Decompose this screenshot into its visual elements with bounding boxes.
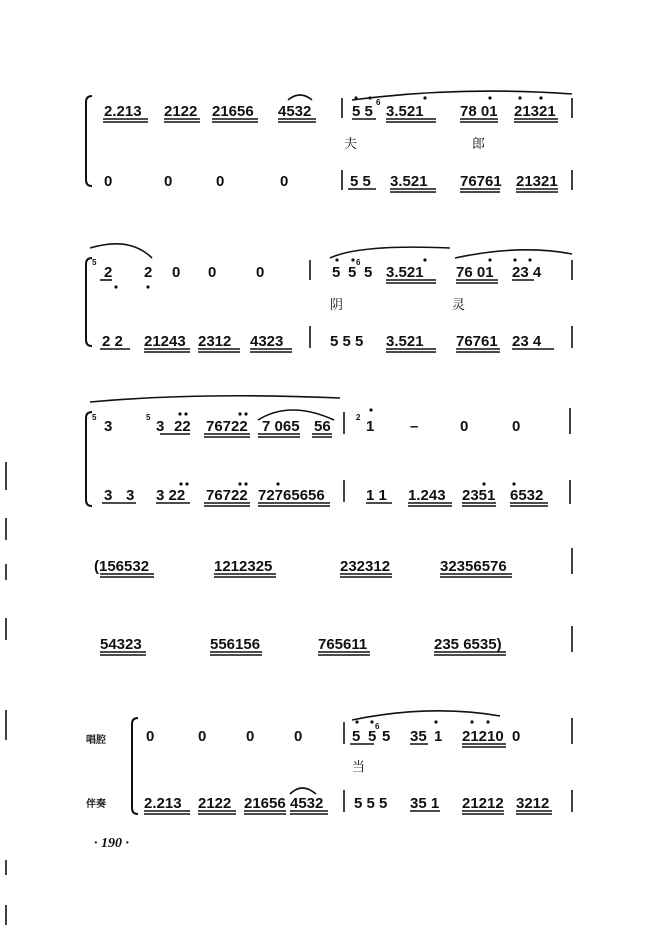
s1-accomp-2: 0: [164, 173, 173, 190]
s4-accomp-6: 35 1: [410, 795, 440, 812]
s2-voice-5: 0: [256, 264, 265, 281]
s3-voice-5: 7 065: [262, 418, 300, 435]
grace-note: 6: [376, 98, 381, 107]
s4-voice-5: 5: [352, 728, 361, 745]
s1-voice-8: 21321: [514, 103, 556, 120]
s4-voice-1: 0: [146, 728, 155, 745]
page-number: · 190 ·: [94, 836, 129, 851]
s2-voice-6: 5: [332, 264, 341, 281]
interlude-1-group-3: 232312: [340, 558, 391, 575]
s3-accomp-8: 2351: [462, 487, 496, 504]
s1-accomp-3: 0: [216, 173, 225, 190]
s3-voice-2: 3: [156, 418, 165, 435]
s2-accomp-3: 2312: [198, 333, 232, 350]
grace-note: 6: [375, 722, 380, 731]
interlude-1-group-4: 32356576: [440, 558, 507, 575]
s1-voice-5: 5 5: [352, 103, 373, 120]
lyric: 灵: [452, 298, 466, 313]
grace-note: 6: [356, 258, 361, 267]
s2-voice-4: 0: [208, 264, 217, 281]
s3-accomp-2: 3: [126, 487, 135, 504]
s1-accomp-5: 5 5: [350, 173, 371, 190]
s1-voice-3: 21656: [212, 103, 254, 120]
s4-voice-6: 5: [368, 728, 377, 745]
s4-voice-2: 0: [198, 728, 207, 745]
s1-voice-2: 2122: [164, 103, 198, 120]
lyric: 当: [352, 760, 366, 775]
s2-accomp-1: 2 2: [102, 333, 123, 350]
interlude-1-group-2: 1212325: [214, 558, 273, 575]
s2-accomp-5: 5 5 5: [330, 333, 364, 350]
s4-voice-7: 5: [382, 728, 391, 745]
lyric: 阴: [330, 298, 344, 313]
voice-part-label: 唱腔: [86, 735, 106, 746]
s1-voice-4: 4532: [278, 103, 312, 120]
s2-accomp-8: 23 4: [512, 333, 542, 350]
s4-accomp-5: 5 5 5: [354, 795, 388, 812]
s4-accomp-7: 21212: [462, 795, 504, 812]
s4-voice-8: 35: [410, 728, 427, 745]
s2-voice-7: 5: [348, 264, 357, 281]
s2-accomp-2: 21243: [144, 333, 186, 350]
s4-voice-10: 21210: [462, 728, 504, 745]
s3-accomp-1: 3: [104, 487, 113, 504]
s1-voice-6: 3.521: [386, 103, 424, 120]
octave-dots: [114, 96, 542, 723]
interlude-2-group-4: 235 6535): [434, 636, 502, 653]
s4-accomp-1: 2.213: [144, 795, 182, 812]
grace-note: 2: [356, 413, 361, 422]
s3-voice-6: 56: [314, 418, 331, 435]
s3-accomp-7: 1.243: [408, 487, 446, 504]
s2-voice-8: 5: [364, 264, 373, 281]
s4-voice-3: 0: [246, 728, 255, 745]
s4-accomp-3: 21656: [244, 795, 286, 812]
s2-voice-2: 2: [144, 264, 153, 281]
s2-accomp-7: 76761: [456, 333, 498, 350]
s4-accomp-8: 3212: [516, 795, 550, 812]
s3-voice-9: 0: [460, 418, 469, 435]
s1-accomp-1: 0: [104, 173, 113, 190]
s1-accomp-4: 0: [280, 173, 289, 190]
lyric: 夫: [344, 137, 358, 152]
s4-accomp-2: 2122: [198, 795, 232, 812]
s3-accomp-5: 72765656: [258, 487, 325, 504]
s4-accomp-4: 4532: [290, 795, 324, 812]
grace-note: 5: [92, 413, 97, 422]
s2-voice-11: 23 4: [512, 264, 542, 281]
s2-accomp-4: 4323: [250, 333, 284, 350]
s4-voice-4: 0: [294, 728, 303, 745]
s3-voice-10: 0: [512, 418, 521, 435]
s1-voice-1: 2.213: [104, 103, 142, 120]
s3-voice-3: 22: [174, 418, 191, 435]
s3-accomp-3: 3 22: [156, 487, 186, 504]
interlude-2-group-2: 556156: [210, 636, 261, 653]
s3-voice-8: –: [410, 418, 419, 435]
interlude-1-group-1: (156532: [94, 558, 150, 575]
s1-voice-7: 78 01: [460, 103, 498, 120]
s2-voice-9: 3.521: [386, 264, 424, 281]
s3-voice-4: 76722: [206, 418, 248, 435]
s1-accomp-8: 21321: [516, 173, 558, 190]
s3-voice-7: 1: [366, 418, 375, 435]
s3-accomp-6: 1 1: [366, 487, 387, 504]
s3-voice-1: 3: [104, 418, 113, 435]
s2-voice-1: 2: [104, 264, 113, 281]
lyric: 郎: [472, 137, 486, 152]
s2-accomp-6: 3.521: [386, 333, 424, 350]
interlude-2-group-3: 765611: [318, 636, 368, 653]
s1-accomp-7: 76761: [460, 173, 502, 190]
s2-voice-10: 76 01: [456, 264, 494, 281]
grace-note: 5: [92, 258, 97, 267]
accomp-part-label: 伴奏: [86, 799, 106, 810]
s3-accomp-9: 6532: [510, 487, 544, 504]
s1-accomp-6: 3.521: [390, 173, 428, 190]
s2-voice-3: 0: [172, 264, 181, 281]
interlude-2-group-1: 54323: [100, 636, 142, 653]
s3-accomp-4: 76722: [206, 487, 248, 504]
grace-note: 5: [146, 413, 151, 422]
s4-voice-9: 1: [434, 728, 443, 745]
s4-voice-11: 0: [512, 728, 521, 745]
